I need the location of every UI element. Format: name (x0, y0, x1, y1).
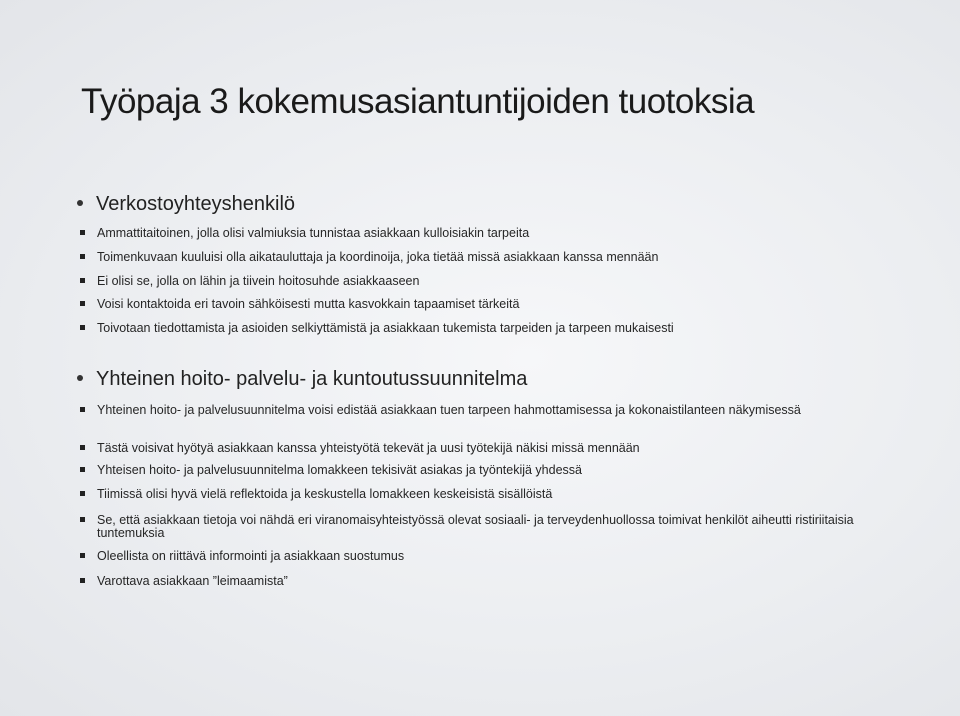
square-bullet-icon (80, 467, 85, 472)
list-item (80, 404, 870, 417)
list-item-text: Yhteisen hoito- ja palvelusuunnitelma lomakkeen tekisivät asiakas ja työntekijä yhdessä (97, 463, 582, 477)
bullet-dot-icon (77, 200, 83, 206)
list-item-text: Ei olisi se, jolla on lähin ja tiivein hoitosuhde asiakkaaseen (97, 274, 420, 288)
list-item-text: Oleellista on riittävä informointi ja asiakkaan suostumus (97, 549, 405, 563)
square-bullet-icon (80, 301, 85, 306)
section-heading-verkostoyhteyshenkilo (77, 193, 295, 216)
square-bullet-icon (80, 254, 85, 259)
list-item (80, 322, 870, 335)
square-bullet-icon (80, 491, 85, 496)
section-heading-yhteinen-suunnitelma (77, 368, 527, 391)
list-item (80, 275, 870, 288)
list-item (80, 514, 870, 540)
list-item-text: Voisi kontaktoida eri tavoin sähköisesti mutta kasvokkain tapaamiset tärkeitä (97, 297, 520, 311)
square-bullet-icon (80, 517, 85, 522)
list-item (80, 442, 870, 455)
list-item (80, 575, 870, 588)
list-item-text: Toivotaan tiedottamista ja asioiden selkiyttämistä ja asiakkaan tukemista tarpeiden ja tarpeen mukaisesti (97, 321, 674, 335)
list-item-text: Se, että asiakkaan tietoja voi nähdä eri viranomaisyhteistyössä olevat sosiaali- ja terveydenhuollossa toimivat henkilöt aiheutti ristiriitaisia tuntemuksia (97, 513, 854, 540)
list-item-text: Varottava asiakkaan ”leimaamista” (97, 574, 288, 588)
section-heading-text: Verkostoyhteyshenkilö (96, 193, 296, 215)
list-item (80, 251, 870, 264)
slide-title: Työpaja 3 kokemusasiantuntijoiden tuotoksia (81, 82, 755, 121)
list-item-text: Toimenkuvaan kuuluisi olla aikatauluttaja ja koordinoija, joka tietää missä asiakkaan kanssa mennään (97, 250, 659, 264)
list-item (80, 550, 870, 563)
list-item-text: Ammattitaitoinen, jolla olisi valmiuksia tunnistaa asiakkaan kulloisiakin tarpeita (97, 226, 530, 240)
section-heading-text: Yhteinen hoito- palvelu- ja kuntoutussuunnitelma (96, 368, 528, 390)
square-bullet-icon (80, 578, 85, 583)
square-bullet-icon (80, 230, 85, 235)
list-item-text: Yhteinen hoito- ja palvelusuunnitelma voisi edistää asiakkaan tuen tarpeen hahmottamisessa ja kokonaistilanteen näkymisessä (97, 403, 801, 417)
square-bullet-icon (80, 553, 85, 558)
list-item (80, 298, 870, 311)
list-item (80, 488, 870, 501)
list-item (80, 464, 870, 477)
list-item (80, 227, 870, 240)
bullet-dot-icon (77, 375, 83, 381)
square-bullet-icon (80, 407, 85, 412)
square-bullet-icon (80, 445, 85, 450)
list-item-text: Tiimissä olisi hyvä vielä reflektoida ja keskustella lomakkeen keskeisistä sisällöistä (97, 487, 553, 501)
square-bullet-icon (80, 278, 85, 283)
list-item-text: Tästä voisivat hyötyä asiakkaan kanssa yhteistyötä tekevät ja uusi työtekijä näkisi missä mennään (97, 441, 640, 455)
square-bullet-icon (80, 325, 85, 330)
